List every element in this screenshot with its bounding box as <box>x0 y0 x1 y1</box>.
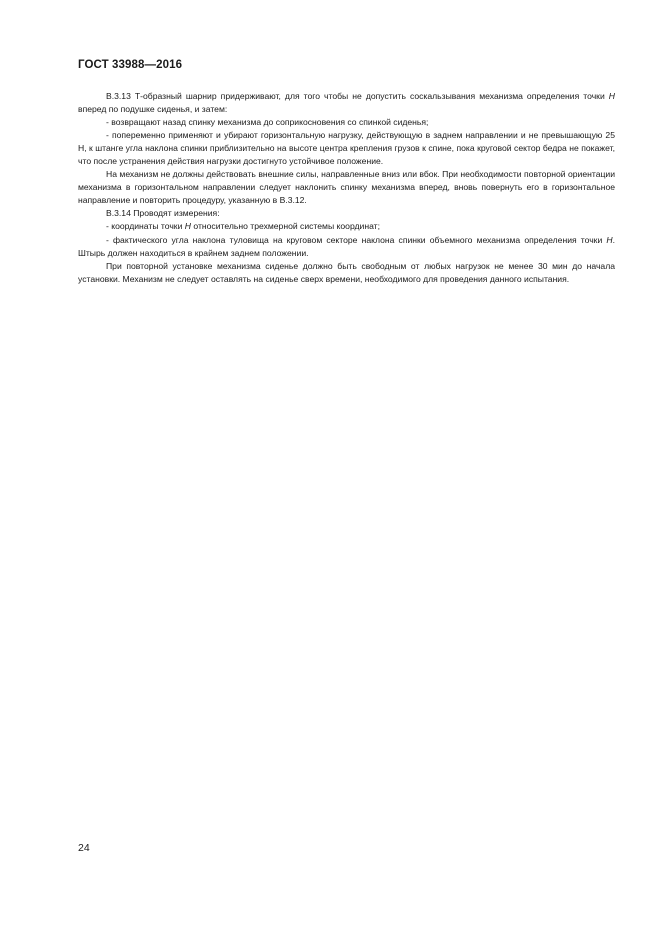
paragraph-external-forces: На механизм не должны действовать внешние силы, направленные вниз или вбок. При необходимости повторной ориентации механизма в горизонтальном направлении следует наклонить спинку механизма вперед, вновь повернуть его в горизонтальное направление и повторить процедуру, указанную в В.3.12. <box>78 169 615 206</box>
list-item-horizontal-load: - попеременно применяют и убирают горизонтальную нагрузку, действующую в заднем направлении и не превышающую 25 Н, к штанге угла наклона спинки приблизительно на высоте центра крепления грузов к спине, пока круговой сектор бедра не покажет, что после устранения действия нагрузки достигнуто устойчивое положение. <box>78 130 615 167</box>
list-item-h-point-coordinates: - координаты точки H относительно трехмерной системы координат; <box>106 221 380 232</box>
page-number: 24 <box>78 842 90 854</box>
paragraph-reinstallation: При повторной установке механизма сиденье должно быть свободным от любых нагрузок не менее 30 мин до начала установки. Механизм не следует оставлять на сиденье сверх времени, необходимого для проведения данного испытания. <box>78 260 615 284</box>
paragraph-b3-13: В.3.13 Т-образный шарнир придерживают, для того чтобы не допустить соскальзывания механизма определения точки H вперед по подушке сиденья, и затем: <box>78 91 615 115</box>
list-item-torso-angle: - фактического угла наклона туловища на круговом секторе наклона спинки объемного механизма определения точки H. Штырь должен находиться в крайнем заднем положении. <box>78 234 615 258</box>
paragraph-b3-14: В.3.14 Проводят измерения: <box>106 208 220 219</box>
list-item-return-backrest: - возвращают назад спинку механизма до соприкосновения со спинкой сиденья; <box>106 117 429 128</box>
document-body <box>78 90 615 286</box>
document-header: ГОСТ 33988—2016 <box>78 59 183 71</box>
